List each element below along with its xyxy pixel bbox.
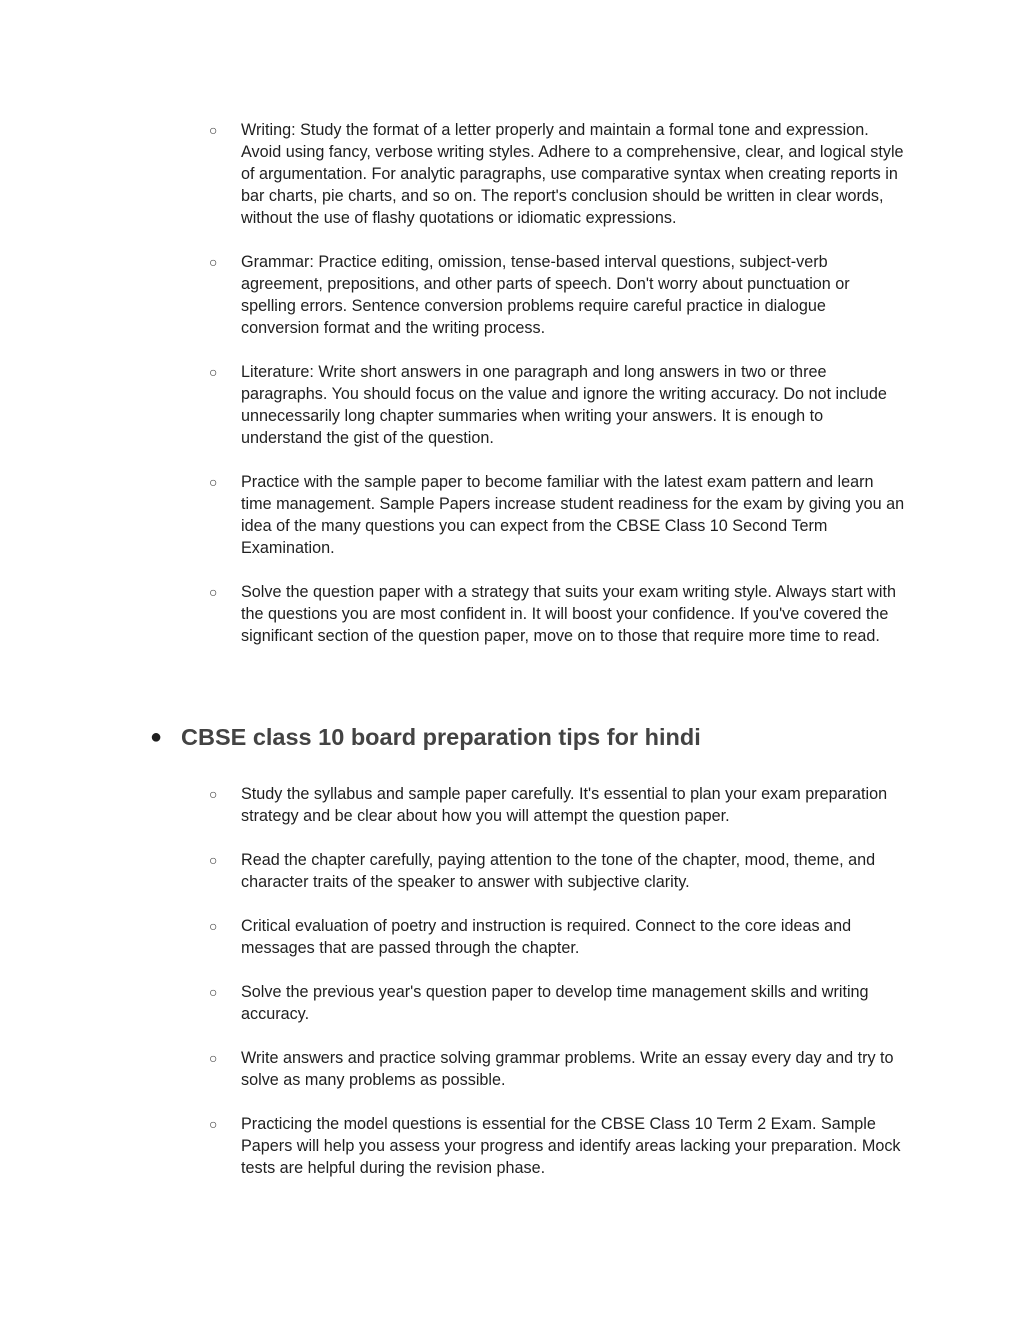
hindi-tips-list (0, 783, 1024, 1201)
list-item (0, 981, 1024, 1025)
english-tips-list (0, 119, 1024, 669)
circle-bullet-icon: ○ (209, 1116, 218, 1132)
circle-bullet-icon: ○ (209, 584, 218, 600)
list-item (0, 471, 1024, 559)
list-item-text: Critical evaluation of poetry and instruction is required. Connect to the core ideas and messages that are passed through the chapter. (241, 917, 852, 957)
circle-bullet-icon: ○ (209, 786, 218, 802)
list-item-text: Solve the question paper with a strategy that suits your exam writing style. Always start with the questions you are most confident in. It will boost your confidence. If you've covered the significant section of the question paper, move on to those that require more time to read. (241, 583, 896, 645)
circle-bullet-icon: ○ (209, 918, 218, 934)
list-item-text: Write answers and practice solving grammar problems. Write an essay every day and try to solve as many problems as possible. (241, 1049, 894, 1089)
list-item-text: Writing: Study the format of a letter properly and maintain a formal tone and expression. Avoid using fancy, verbose writing styles. Adhere to a comprehensive, clear, and logical style of argumentation. For analytic paragraphs, use comparative syntax when creating reports in bar charts, pie charts, and so on. The report's conclusion should be written in clear words, without the use of flashy quotations or idiomatic expressions. (241, 121, 904, 227)
list-item-text: Practicing the model questions is essential for the CBSE Class 10 Term 2 Exam. Sample Papers will help you assess your progress and identify areas lacking your preparation. Mock tests are helpful during the revision phase. (241, 1115, 901, 1177)
list-item (0, 119, 1024, 229)
list-item (0, 251, 1024, 339)
list-item-text: Literature: Write short answers in one paragraph and long answers in two or three paragraphs. You should focus on the value and ignore the writing accuracy. Do not include unnecessarily long chapter summaries when writing your answers. It is enough to understand the gist of the question. (241, 363, 887, 447)
circle-bullet-icon: ○ (209, 364, 218, 380)
list-item (0, 849, 1024, 893)
disc-bullet-icon: ● (150, 726, 163, 748)
list-item (0, 361, 1024, 449)
list-item-text: Read the chapter carefully, paying attention to the tone of the chapter, mood, theme, and character traits of the speaker to answer with subjective clarity. (241, 851, 876, 891)
list-item-text: Solve the previous year's question paper to develop time management skills and writing accuracy. (241, 983, 869, 1023)
section-title: CBSE class 10 board preparation tips for hindi (181, 724, 701, 750)
list-item (0, 581, 1024, 647)
circle-bullet-icon: ○ (209, 852, 218, 868)
circle-bullet-icon: ○ (209, 474, 218, 490)
circle-bullet-icon: ○ (209, 254, 218, 270)
list-item (0, 915, 1024, 959)
circle-bullet-icon: ○ (209, 1050, 218, 1066)
list-item-text: Practice with the sample paper to become familiar with the latest exam pattern and learn time management. Sample Papers increase student readiness for the exam by giving you an idea of the many questions you can expect from the CBSE Class 10 Second Term Examination. (241, 473, 905, 557)
list-item-text: Study the syllabus and sample paper carefully. It's essential to plan your exam preparation strategy and be clear about how you will attempt the question paper. (241, 785, 888, 825)
list-item (0, 1047, 1024, 1091)
list-item-text: Grammar: Practice editing, omission, tense-based interval questions, subject-verb agreement, prepositions, and other parts of speech. Don't worry about punctuation or spelling errors. Sentence conversion problems require careful practice in dialogue conversion format and the writing process. (241, 253, 850, 337)
list-item (0, 1113, 1024, 1179)
list-item (0, 783, 1024, 827)
circle-bullet-icon: ○ (209, 122, 218, 138)
circle-bullet-icon: ○ (209, 984, 218, 1000)
